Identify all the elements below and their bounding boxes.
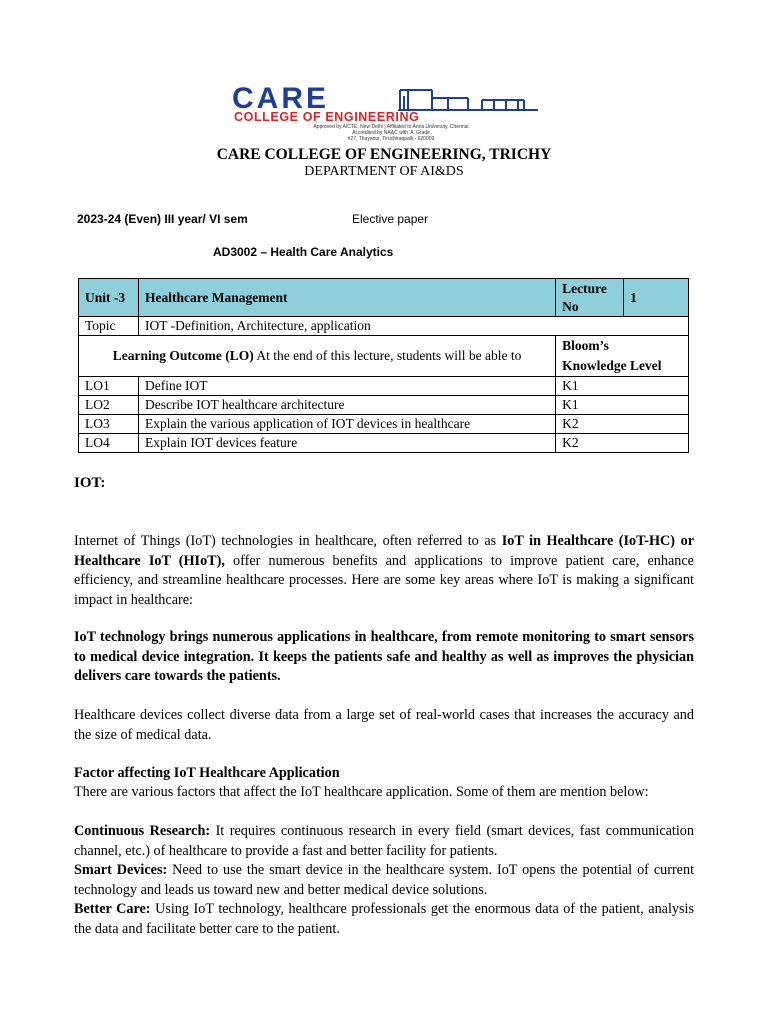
lecture-label-line: Lecture xyxy=(562,280,607,296)
learning-outcome-label: Learning Outcome (LO) xyxy=(112,348,254,363)
factor-text: Using IoT technology, healthcare professionals get the enormous data of the patient, analysis the data and facilitate better care to the patient. xyxy=(74,901,694,937)
learning-outcome-header-row xyxy=(79,336,689,377)
lo-level: K2 xyxy=(556,434,689,453)
topic-text: IOT -Definition, Architecture, application xyxy=(138,317,688,336)
learning-outcome-intro: At the end of this lecture, students will be able to xyxy=(253,348,522,363)
factor-text: It requires continuous research in every field (smart devices, fast communication channel, etc.) of healthcare to provide a fast and better facility for patients. xyxy=(74,823,694,859)
logo-line: Approved by AICTE, New Delhi | Affiliated to Anna University, Chennai xyxy=(313,124,469,130)
lo-id: LO3 xyxy=(79,415,139,434)
paragraph-text: offer numerous benefits and applications to improve patient care, enhance efficiency, and streamline healthcare processes. Here are some key areas where IoT is making a significant impact in healthcare: xyxy=(74,552,694,608)
logo-college-name: COLLEGE OF ENGINEERING xyxy=(234,110,420,124)
paragraph-bold: IoT in Healthcare (IoT-HC) or Healthcare IoT (HIoT), xyxy=(74,533,694,569)
factor-intro: There are various factors that affect the IoT healthcare application. Some of them are mention below: xyxy=(74,784,649,800)
logo-line: Accredited by NAAC with 'A' Grade xyxy=(352,130,430,136)
learning-outcome-table xyxy=(78,278,689,453)
learning-outcome-heading xyxy=(79,336,556,377)
building-icon xyxy=(398,86,538,112)
lo-level: K1 xyxy=(556,396,689,415)
session-info: 2023-24 (Even) III year/ VI sem xyxy=(77,212,248,226)
factor-continuous-research xyxy=(74,822,694,861)
topic-label: Topic xyxy=(79,317,139,336)
table-row xyxy=(79,415,689,434)
lo-id: LO1 xyxy=(79,377,139,396)
lecture-label-line: No xyxy=(562,298,579,314)
lo-id: LO2 xyxy=(79,396,139,415)
iot-heading: IOT: xyxy=(74,475,106,491)
course-title: AD3002 – Health Care Analytics xyxy=(213,245,394,259)
factor-label: Better Care: xyxy=(74,901,151,917)
unit-label: Unit -3 xyxy=(79,279,139,317)
blooms-label-line: Knowledge Level xyxy=(562,358,662,373)
paragraph-highlight: IoT technology brings numerous applications in healthcare, from remote monitoring to smart sensors to medical device integration. It keeps the patients safe and healthy as well as improves the physician delivers care towards the patients. xyxy=(74,629,694,685)
college-name: CARE COLLEGE OF ENGINEERING, TRICHY xyxy=(216,146,552,163)
table-row xyxy=(79,377,689,396)
factor-text: Need to use the smart device in the healthcare system. IoT opens the potential of current technology and leads us toward new and better medical device solutions. xyxy=(74,862,695,898)
lo-id: LO4 xyxy=(79,434,139,453)
college-logo xyxy=(232,82,538,142)
department-name: DEPARTMENT OF AI&DS xyxy=(304,164,464,179)
lo-level: K2 xyxy=(556,415,689,434)
paragraph-data: Healthcare devices collect diverse data from a large set of real-world cases that increases the accuracy and the size of medical data. xyxy=(74,707,694,743)
paper-type: Elective paper xyxy=(352,212,429,226)
blooms-label-line: Bloom’s xyxy=(562,338,609,353)
lecture-number: 1 xyxy=(624,279,689,317)
lo-text: Describe IOT healthcare architecture xyxy=(138,396,555,415)
lecture-label xyxy=(556,279,624,317)
logo-brand: CARE xyxy=(232,82,330,115)
unit-title: Healthcare Management xyxy=(138,279,555,317)
lo-text: Explain the various application of IOT devices in healthcare xyxy=(138,415,555,434)
factor-better-care xyxy=(74,900,694,939)
factor-heading: Factor affecting IoT Healthcare Application xyxy=(74,765,340,781)
table-row xyxy=(79,396,689,415)
blooms-level-heading xyxy=(556,336,689,377)
lo-text: Explain IOT devices feature xyxy=(138,434,555,453)
logo-line: #27, Thayanur, Tiruchirappalli - 620009 xyxy=(347,136,435,142)
factor-label: Continuous Research: xyxy=(74,823,211,839)
topic-row xyxy=(79,317,689,336)
table-row xyxy=(79,434,689,453)
lo-text: Define IOT xyxy=(138,377,555,396)
paragraph-intro xyxy=(74,532,694,610)
factor-label: Smart Devices: xyxy=(74,862,168,878)
paragraph-text: Internet of Things (IoT) technologies in healthcare, often referred to as xyxy=(74,533,502,549)
unit-header-row xyxy=(79,279,689,317)
lo-level: K1 xyxy=(556,377,689,396)
factor-smart-devices xyxy=(74,861,694,900)
